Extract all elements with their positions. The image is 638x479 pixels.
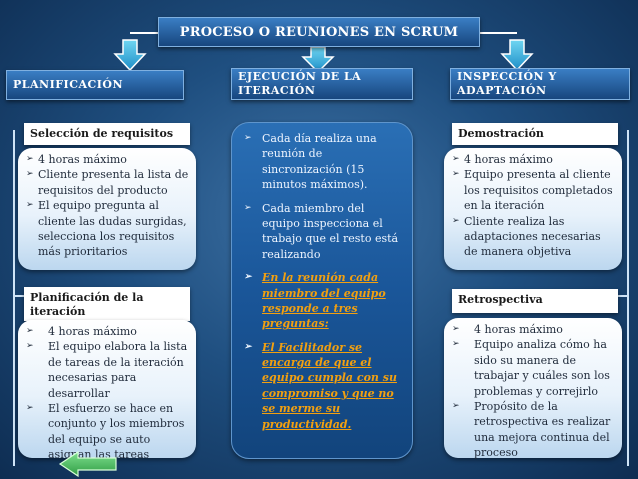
check-arrow-icon: ➢ xyxy=(26,326,34,336)
check-arrow-icon: ➢ xyxy=(26,200,34,211)
list-item: ➢ 4 horas máximo xyxy=(452,153,553,166)
block-title-demostracion: Demostración xyxy=(452,123,618,145)
block-demostracion xyxy=(444,148,622,270)
list-item: ➢ El equipo pregunta al cliente las dudas surgidas, selecciona los requisitos más prioritarios xyxy=(26,199,187,259)
check-arrow-icon: ➢ xyxy=(452,215,460,226)
block-title-seleccion: Selección de requisitos xyxy=(24,123,190,145)
check-arrow-icon: ➢ xyxy=(26,169,34,180)
check-arrow-icon: ➢ xyxy=(452,169,460,180)
block-planificacion-iteracion xyxy=(18,320,196,462)
check-arrow-icon: ➢ xyxy=(244,272,252,283)
back-arrow-icon[interactable] xyxy=(58,450,118,478)
check-arrow-icon: ➢ xyxy=(452,154,460,164)
check-arrow-icon: ➢ xyxy=(452,339,460,350)
list-item: ➢ 4 horas máximo xyxy=(452,323,563,336)
list-item: ➢ Cada día realiza una reunión de sincronización (15 minutos máximos). xyxy=(244,132,377,192)
list-item: ➢ El esfuerzo se hace en conjunto y los miembros del equipo se auto asignan las tareas xyxy=(26,401,185,462)
check-arrow-icon: ➢ xyxy=(452,400,460,411)
block-title-retrospectiva: Retrospectiva xyxy=(452,289,618,313)
list-item: ➢ El equipo elabora la lista de tareas de la iteración necesarias para desarrollar xyxy=(26,340,188,400)
check-arrow-icon: ➢ xyxy=(244,202,252,213)
list-item: ➢ Cada miembro del equipo inspecciona el trabajo que el resto está realizando xyxy=(244,201,399,261)
header-inspeccion-label: INSPECCIÓN Y ADAPTACIÓN xyxy=(457,70,557,97)
list-item: ➢ Equipo analiza cómo ha sido su manera de trabajar y cuáles son los problemas y correjirlo xyxy=(452,338,610,398)
page-title: PROCESO O REUNIONES EN SCRUM xyxy=(158,17,480,47)
highlight-item: ➢ El Facilitador se encarga de que el equipo cumpla con su compromiso y que no se merme su productividad. xyxy=(244,340,397,431)
check-arrow-icon: ➢ xyxy=(26,402,34,413)
list-item: ➢ Equipo presenta al cliente los requisitos completados en la iteración xyxy=(452,168,613,213)
check-arrow-icon: ➢ xyxy=(26,154,34,164)
list-item: ➢ Propósito de la retrospectiva es realizar una mejora continua del proceso xyxy=(452,399,611,460)
block-ejecucion xyxy=(231,122,413,459)
header-ejecucion xyxy=(231,68,413,100)
list-item: ➢ 4 horas máximo xyxy=(26,153,127,166)
header-planificacion-label: PLANIFICACIÓN xyxy=(13,78,124,92)
header-inspeccion xyxy=(450,68,630,100)
arrow-down-left-icon xyxy=(115,40,145,70)
block-seleccion xyxy=(18,148,196,270)
block-retrospectiva xyxy=(444,318,622,458)
header-ejecucion-label: EJECUCIÓN DE LA ITERACIÓN xyxy=(238,70,362,97)
list-item: ➢ Cliente realiza las adaptaciones necesarias de manera objetiva xyxy=(452,214,601,259)
check-arrow-icon: ➢ xyxy=(244,341,252,352)
highlight-item: ➢ En la reunión cada miembro del equipo responde a tres preguntas: xyxy=(244,271,386,331)
header-planificacion xyxy=(6,70,184,100)
block-title-planificacion-iteracion: Planificación de la iteración xyxy=(24,287,190,321)
check-arrow-icon: ➢ xyxy=(452,324,460,334)
list-item: ➢ Cliente presenta la lista de requisitos del producto xyxy=(26,168,189,197)
list-item: ➢ 4 horas máximo xyxy=(26,325,137,338)
arrow-down-right-icon xyxy=(502,40,532,70)
check-arrow-icon: ➢ xyxy=(244,133,252,143)
check-arrow-icon: ➢ xyxy=(26,341,34,352)
